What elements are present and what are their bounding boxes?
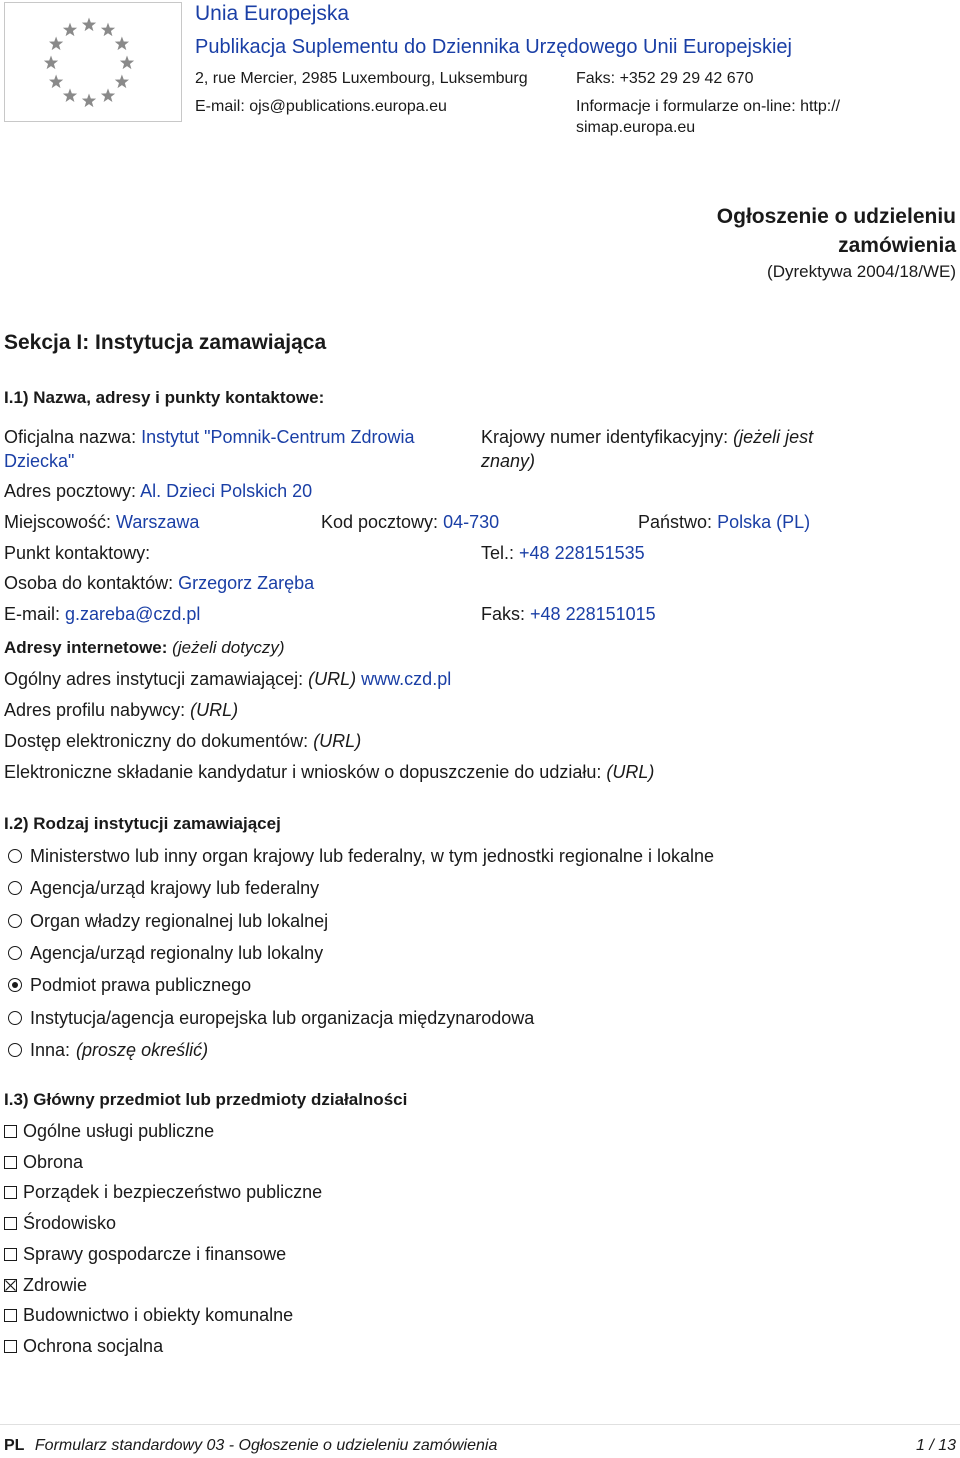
docs-label: Dostęp elektroniczny do dokumentów: <box>4 731 309 751</box>
radio-selected-icon[interactable] <box>8 978 22 992</box>
star-icon <box>49 37 63 51</box>
postcode-value: 04-730 <box>443 512 500 532</box>
postal-address <box>4 481 312 502</box>
star-icon <box>101 23 115 37</box>
electronic-submission <box>4 762 654 783</box>
i3-option[interactable] <box>4 1244 286 1265</box>
footer-page: 1 / 13 <box>915 1437 956 1454</box>
i3-option-label: Porządek i bezpieczeństwo publiczne <box>23 1182 323 1202</box>
section-title: Sekcja I: Instytucja zamawiająca <box>4 331 327 354</box>
docs-access <box>4 731 361 752</box>
doc-title-line2: zamówienia <box>838 234 956 257</box>
general-address <box>4 669 451 690</box>
header-info-line2: simap.europa.eu <box>576 119 696 136</box>
email-value[interactable]: g.zareba@czd.pl <box>65 604 201 624</box>
i3-option-label: Sprawy gospodarcze i finansowe <box>23 1244 287 1264</box>
star-icon <box>115 75 129 89</box>
footer-lang: PL <box>4 1437 25 1454</box>
city <box>4 512 199 533</box>
star-icon <box>63 23 77 37</box>
star-icon <box>82 94 96 108</box>
official-name-value: Instytut "Pomnik-Centrum Zdrowia <box>141 427 415 447</box>
i3-option[interactable] <box>4 1336 163 1357</box>
i3-option-label: Obrona <box>23 1152 84 1172</box>
star-icon <box>115 37 129 51</box>
general-url-note: (URL) <box>308 669 357 689</box>
contact-person <box>4 573 314 594</box>
radio-icon[interactable] <box>8 881 22 895</box>
star-icon <box>82 18 96 32</box>
header-address: 2, rue Mercier, 2985 Luxembourg, Luksemburg <box>195 70 528 87</box>
i2-option[interactable] <box>8 911 328 932</box>
header-email: E-mail: ojs@publications.europa.eu <box>195 98 447 115</box>
i2-option-note: (proszę określić) <box>76 1040 209 1060</box>
i3-option-label: Zdrowie <box>23 1275 88 1295</box>
i2-option[interactable] <box>8 975 251 996</box>
eu-stars-icon <box>5 3 181 121</box>
national-id-label: Krajowy numer identyfikacyjny: <box>481 427 729 447</box>
official-name <box>4 427 415 448</box>
contact-person-value: Grzegorz Zaręba <box>178 573 315 593</box>
city-label: Miejscowość: <box>4 512 112 532</box>
i2-option-label: Inna: <box>30 1040 71 1060</box>
i2-option-label: Agencja/urząd regionalny lub lokalny <box>30 943 324 963</box>
national-id-note: (jeżeli jest <box>733 427 814 447</box>
official-name-label: Oficjalna nazwa: <box>4 427 137 447</box>
i2-option-label: Podmiot prawa publicznego <box>30 975 252 995</box>
contact-point-label: Punkt kontaktowy: <box>4 543 151 563</box>
i3-option[interactable] <box>4 1305 293 1326</box>
buyer-url-note: (URL) <box>190 700 239 720</box>
national-id <box>481 427 813 448</box>
i2-option[interactable] <box>8 1040 208 1061</box>
i1-title: I.1) Nazwa, adresy i punkty kontaktowe: <box>4 388 325 407</box>
submit-url-note: (URL) <box>606 762 655 782</box>
i2-option-label: Ministerstwo lub inny organ krajowy lub federalny, w tym jednostki regionalne i lokalne <box>30 846 714 866</box>
footer-divider <box>0 1424 960 1425</box>
tel-value: +48 228151535 <box>519 543 645 563</box>
internet-addresses <box>4 638 285 658</box>
radio-icon[interactable] <box>8 1043 22 1057</box>
fax <box>481 604 656 625</box>
checkbox-checked-icon[interactable] <box>4 1279 17 1292</box>
submit-label: Elektroniczne składanie kandydatur i wniosków o dopuszczenie do udziału: <box>4 762 602 782</box>
checkbox-icon[interactable] <box>4 1248 17 1261</box>
star-icon <box>63 88 77 102</box>
i3-option[interactable] <box>4 1152 83 1173</box>
fax-label: Faks: <box>481 604 526 624</box>
radio-icon[interactable] <box>8 914 22 928</box>
i3-option[interactable] <box>4 1275 87 1296</box>
postal-value: Al. Dzieci Polskich 20 <box>140 481 313 501</box>
eu-flag-logo <box>4 2 182 122</box>
i2-option[interactable] <box>8 878 319 899</box>
i3-option[interactable] <box>4 1213 116 1234</box>
radio-icon[interactable] <box>8 946 22 960</box>
general-url-link[interactable]: www.czd.pl <box>361 669 452 689</box>
telephone <box>481 543 645 564</box>
header-info-line1: Informacje i formularze on-line: http:// <box>576 98 841 115</box>
tel-label: Tel.: <box>481 543 515 563</box>
checkbox-icon[interactable] <box>4 1309 17 1322</box>
general-label: Ogólny adres instytucji zamawiającej: <box>4 669 304 689</box>
checkbox-icon[interactable] <box>4 1156 17 1169</box>
checkbox-icon[interactable] <box>4 1186 17 1199</box>
doc-directive: (Dyrektywa 2004/18/WE) <box>767 262 956 281</box>
contact-person-label: Osoba do kontaktów: <box>4 573 174 593</box>
star-icon <box>49 75 63 89</box>
official-name-value-cont: Dziecka" <box>4 451 75 471</box>
doc-title-line1: Ogłoszenie o udzieleniu <box>716 205 956 228</box>
footer-left <box>4 1437 497 1455</box>
star-icon <box>120 56 134 70</box>
radio-icon[interactable] <box>8 849 22 863</box>
i2-option[interactable] <box>8 846 714 867</box>
city-value: Warszawa <box>116 512 200 532</box>
i2-title: I.2) Rodzaj instytucji zamawiającej <box>4 814 281 833</box>
i2-option-label: Instytucja/agencja europejska lub organizacja międzynarodowa <box>30 1008 535 1028</box>
postcode-label: Kod pocztowy: <box>321 512 439 532</box>
header-org: Unia Europejska <box>195 2 350 25</box>
postcode <box>321 512 499 533</box>
i3-option-label: Ochrona socjalna <box>23 1336 164 1356</box>
radio-icon[interactable] <box>8 1011 22 1025</box>
checkbox-icon[interactable] <box>4 1125 17 1138</box>
email <box>4 604 200 625</box>
country-value: Polska (PL) <box>717 512 811 532</box>
i3-option[interactable] <box>4 1182 322 1203</box>
i2-option[interactable] <box>8 1008 534 1029</box>
internet-note: (jeżeli dotyczy) <box>172 638 285 657</box>
buyer-profile <box>4 700 238 721</box>
national-id-note-cont: znany) <box>481 451 536 471</box>
country-label: Państwo: <box>638 512 713 532</box>
star-icon <box>101 88 115 102</box>
country <box>638 512 810 533</box>
i2-option-label: Organ władzy regionalnej lub lokalnej <box>30 911 329 931</box>
i3-option-label: Ogólne usługi publiczne <box>23 1121 215 1141</box>
checkbox-icon[interactable] <box>4 1340 17 1353</box>
header-fax: Faks: +352 29 29 42 670 <box>576 70 754 87</box>
header-publication: Publikacja Suplementu do Dziennika Urzędowego Unii Europejskiej <box>195 36 792 58</box>
i3-option-label: Budownictwo i obiekty komunalne <box>23 1305 294 1325</box>
postal-label: Adres pocztowy: <box>4 481 137 501</box>
i3-option[interactable] <box>4 1121 214 1142</box>
i3-option-label: Środowisko <box>23 1213 117 1233</box>
internet-label: Adresy internetowe: <box>4 638 168 657</box>
docs-url-note: (URL) <box>313 731 362 751</box>
i2-option[interactable] <box>8 943 323 964</box>
fax-value: +48 228151015 <box>530 604 656 624</box>
email-label: E-mail: <box>4 604 61 624</box>
footer-form: Formularz standardowy 03 - Ogłoszenie o udzieleniu zamówienia <box>34 1437 498 1454</box>
star-icon <box>44 56 58 70</box>
buyer-label: Adres profilu nabywcy: <box>4 700 186 720</box>
i2-option-label: Agencja/urząd krajowy lub federalny <box>30 878 320 898</box>
i3-title: I.3) Główny przedmiot lub przedmioty działalności <box>4 1090 408 1109</box>
checkbox-icon[interactable] <box>4 1217 17 1230</box>
